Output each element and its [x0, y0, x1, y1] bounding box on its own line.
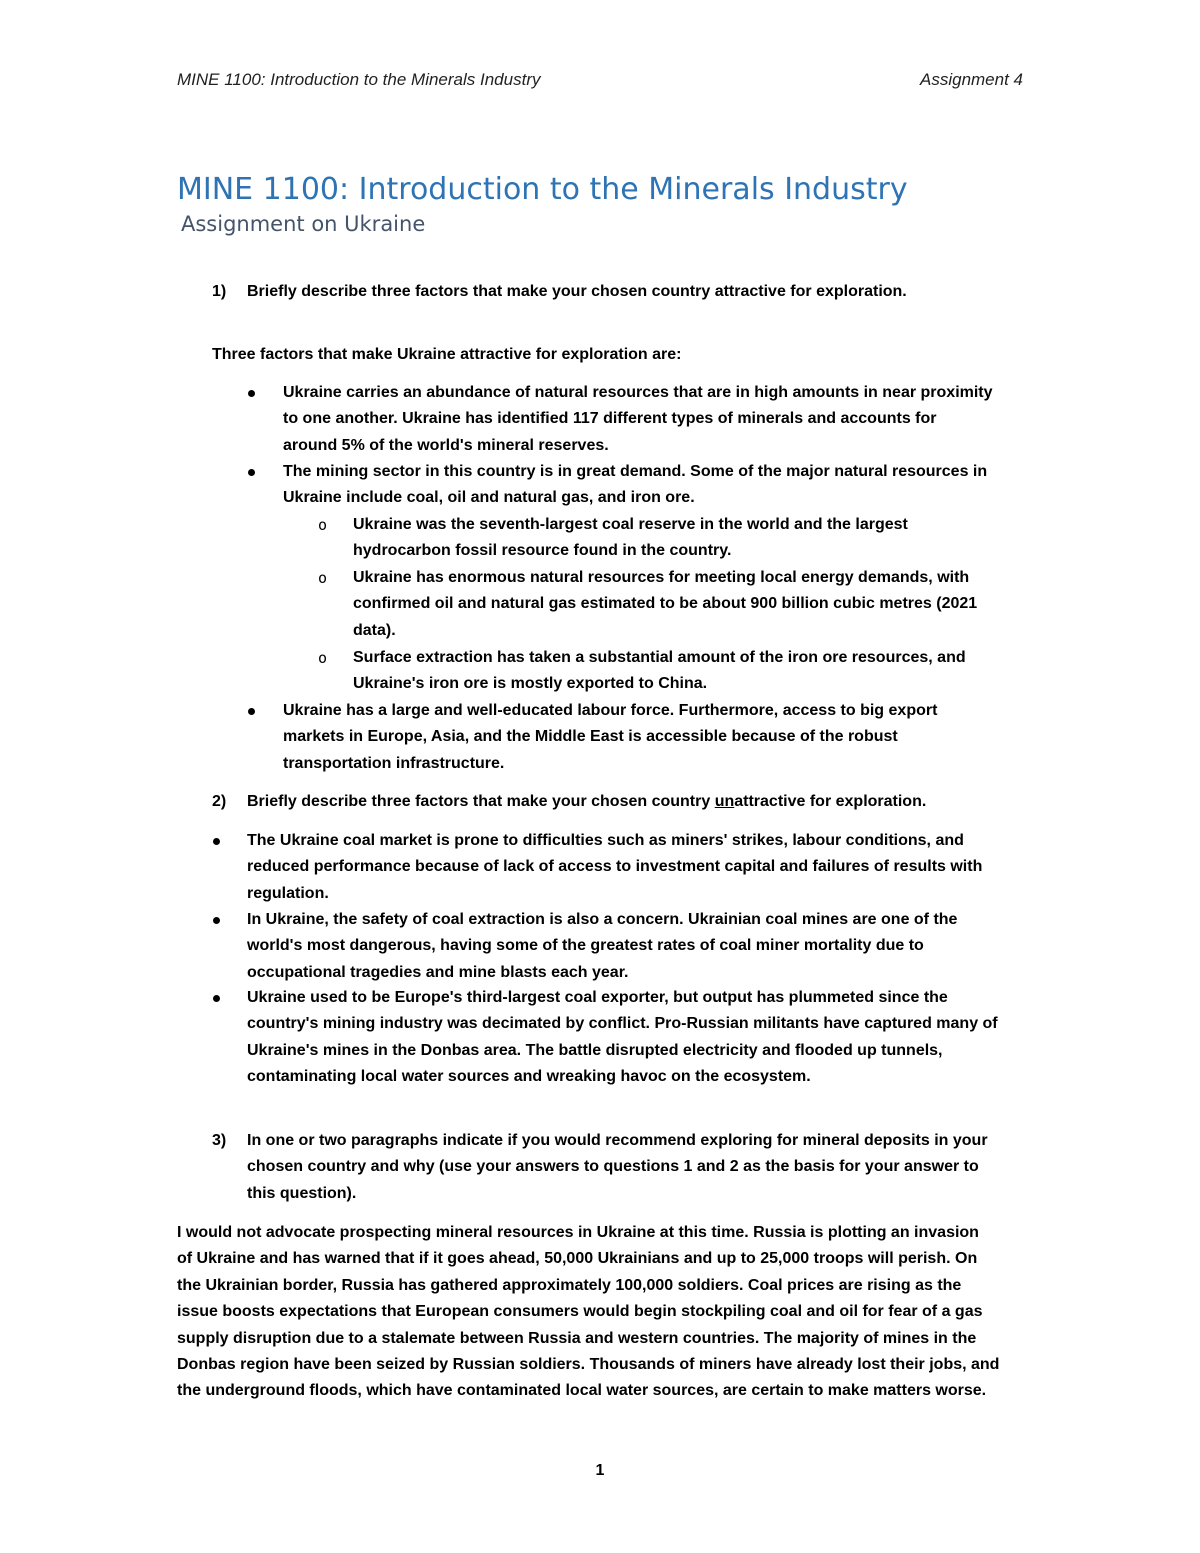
question-3-answer: I would not advocate prospecting mineral resources in Ukraine at this time. Russia is plotting an invasion of Ukraine and has warned that if it goes ahead, 50,000 Ukrainians and up to 25,000 troops will perish. On the Ukrainian border, Russia has gathered approximately 100,000 soldiers. Coal prices are rising as the issue boosts expectations that European consumers would begin stockpiling coal and oil for fear of a gas supply disruption due to a stalemate between Russia and western countries. The majority of mines in the Donbas region have been seized by Russian soldiers. Thousands of miners have already lost their jobs, and the underground floods, which have contaminated local water sources, are certain to make matters worse. — [177, 1224, 1000, 1400]
header-assignment-label: Assignment 4 — [920, 70, 1023, 89]
bullet-dot — [248, 390, 255, 397]
question-1-text: Briefly describe three factors that make your chosen country attractive for exploration. — [247, 283, 907, 300]
q2-bullet-3: Ukraine used to be Europe's third-largest coal exporter, but output has plummeted since the country's mining industry was decimated by conflict. Pro-Russian militants have captured many of Ukraine's mines in the Donbas area. The battle disrupted electricity and flooded up tunnels, contaminating local water sources and wreaking havoc on the ecosystem. — [247, 989, 998, 1086]
bullet-dot — [248, 469, 255, 476]
q2-bullet-2: In Ukraine, the safety of coal extraction is also a concern. Ukrainian coal mines are one of the world's most dangerous, having some of the greatest rates of coal miner mortality due to occupational tragedies and mine blasts each year. — [247, 911, 958, 981]
bullet-dot — [213, 838, 220, 845]
question-3-number: 3) — [212, 1132, 227, 1149]
sub-bullet-marker: o — [318, 569, 328, 587]
header-course-title: MINE 1100: Introduction to the Minerals Industry — [177, 70, 541, 89]
question-2-text: Briefly describe three factors that make your chosen country unattractive for exploration. — [247, 793, 927, 810]
question-1-intro: Three factors that make Ukraine attractive for exploration are: — [212, 346, 682, 363]
q1-sub-bullet-3: Surface extraction has taken a substantial amount of the iron ore resources, and Ukraine's iron ore is mostly exported to China. — [353, 649, 966, 693]
document-title: MINE 1100: Introduction to the Minerals Industry — [177, 172, 908, 207]
q2-bullet-1: The Ukraine coal market is prone to difficulties such as miners' strikes, labour conditions, and reduced performance because of lack of access to investment capital and failures of results with regulation. — [247, 832, 983, 902]
q1-sub-bullet-1: Ukraine was the seventh-largest coal reserve in the world and the largest hydrocarbon fossil resource found in the country. — [353, 516, 908, 560]
q1-bullet-1: Ukraine carries an abundance of natural resources that are in high amounts in near proximity to one another. Ukraine has identified 117 different types of minerals and accounts for around 5% of the world's mineral reserves. — [283, 384, 993, 454]
q1-sub-bullet-2: Ukraine has enormous natural resources for meeting local energy demands, with confirmed oil and natural gas estimated to be about 900 billion cubic metres (2021 data). — [353, 569, 978, 639]
sub-bullet-marker: o — [318, 516, 328, 534]
q1-bullet-3: Ukraine has a large and well-educated labour force. Furthermore, access to big export markets in Europe, Asia, and the Middle East is accessible because of the robust transportation infrastructure. — [283, 702, 938, 772]
question-2-number: 2) — [212, 793, 227, 810]
question-3-text: In one or two paragraphs indicate if you would recommend exploring for mineral deposits in your chosen country and why (use your answers to questions 1 and 2 as the basis for your answer to this question). — [247, 1132, 988, 1202]
bullet-dot — [213, 995, 220, 1002]
question-1-number: 1) — [212, 283, 227, 300]
page-number: 1 — [595, 1462, 605, 1479]
bullet-dot — [213, 917, 220, 924]
document-subtitle: Assignment on Ukraine — [181, 212, 426, 236]
q1-bullet-2: The mining sector in this country is in great demand. Some of the major natural resources in Ukraine include coal, oil and natural gas, and iron ore. — [283, 463, 988, 507]
bullet-dot — [248, 708, 255, 715]
sub-bullet-marker: o — [318, 649, 328, 667]
